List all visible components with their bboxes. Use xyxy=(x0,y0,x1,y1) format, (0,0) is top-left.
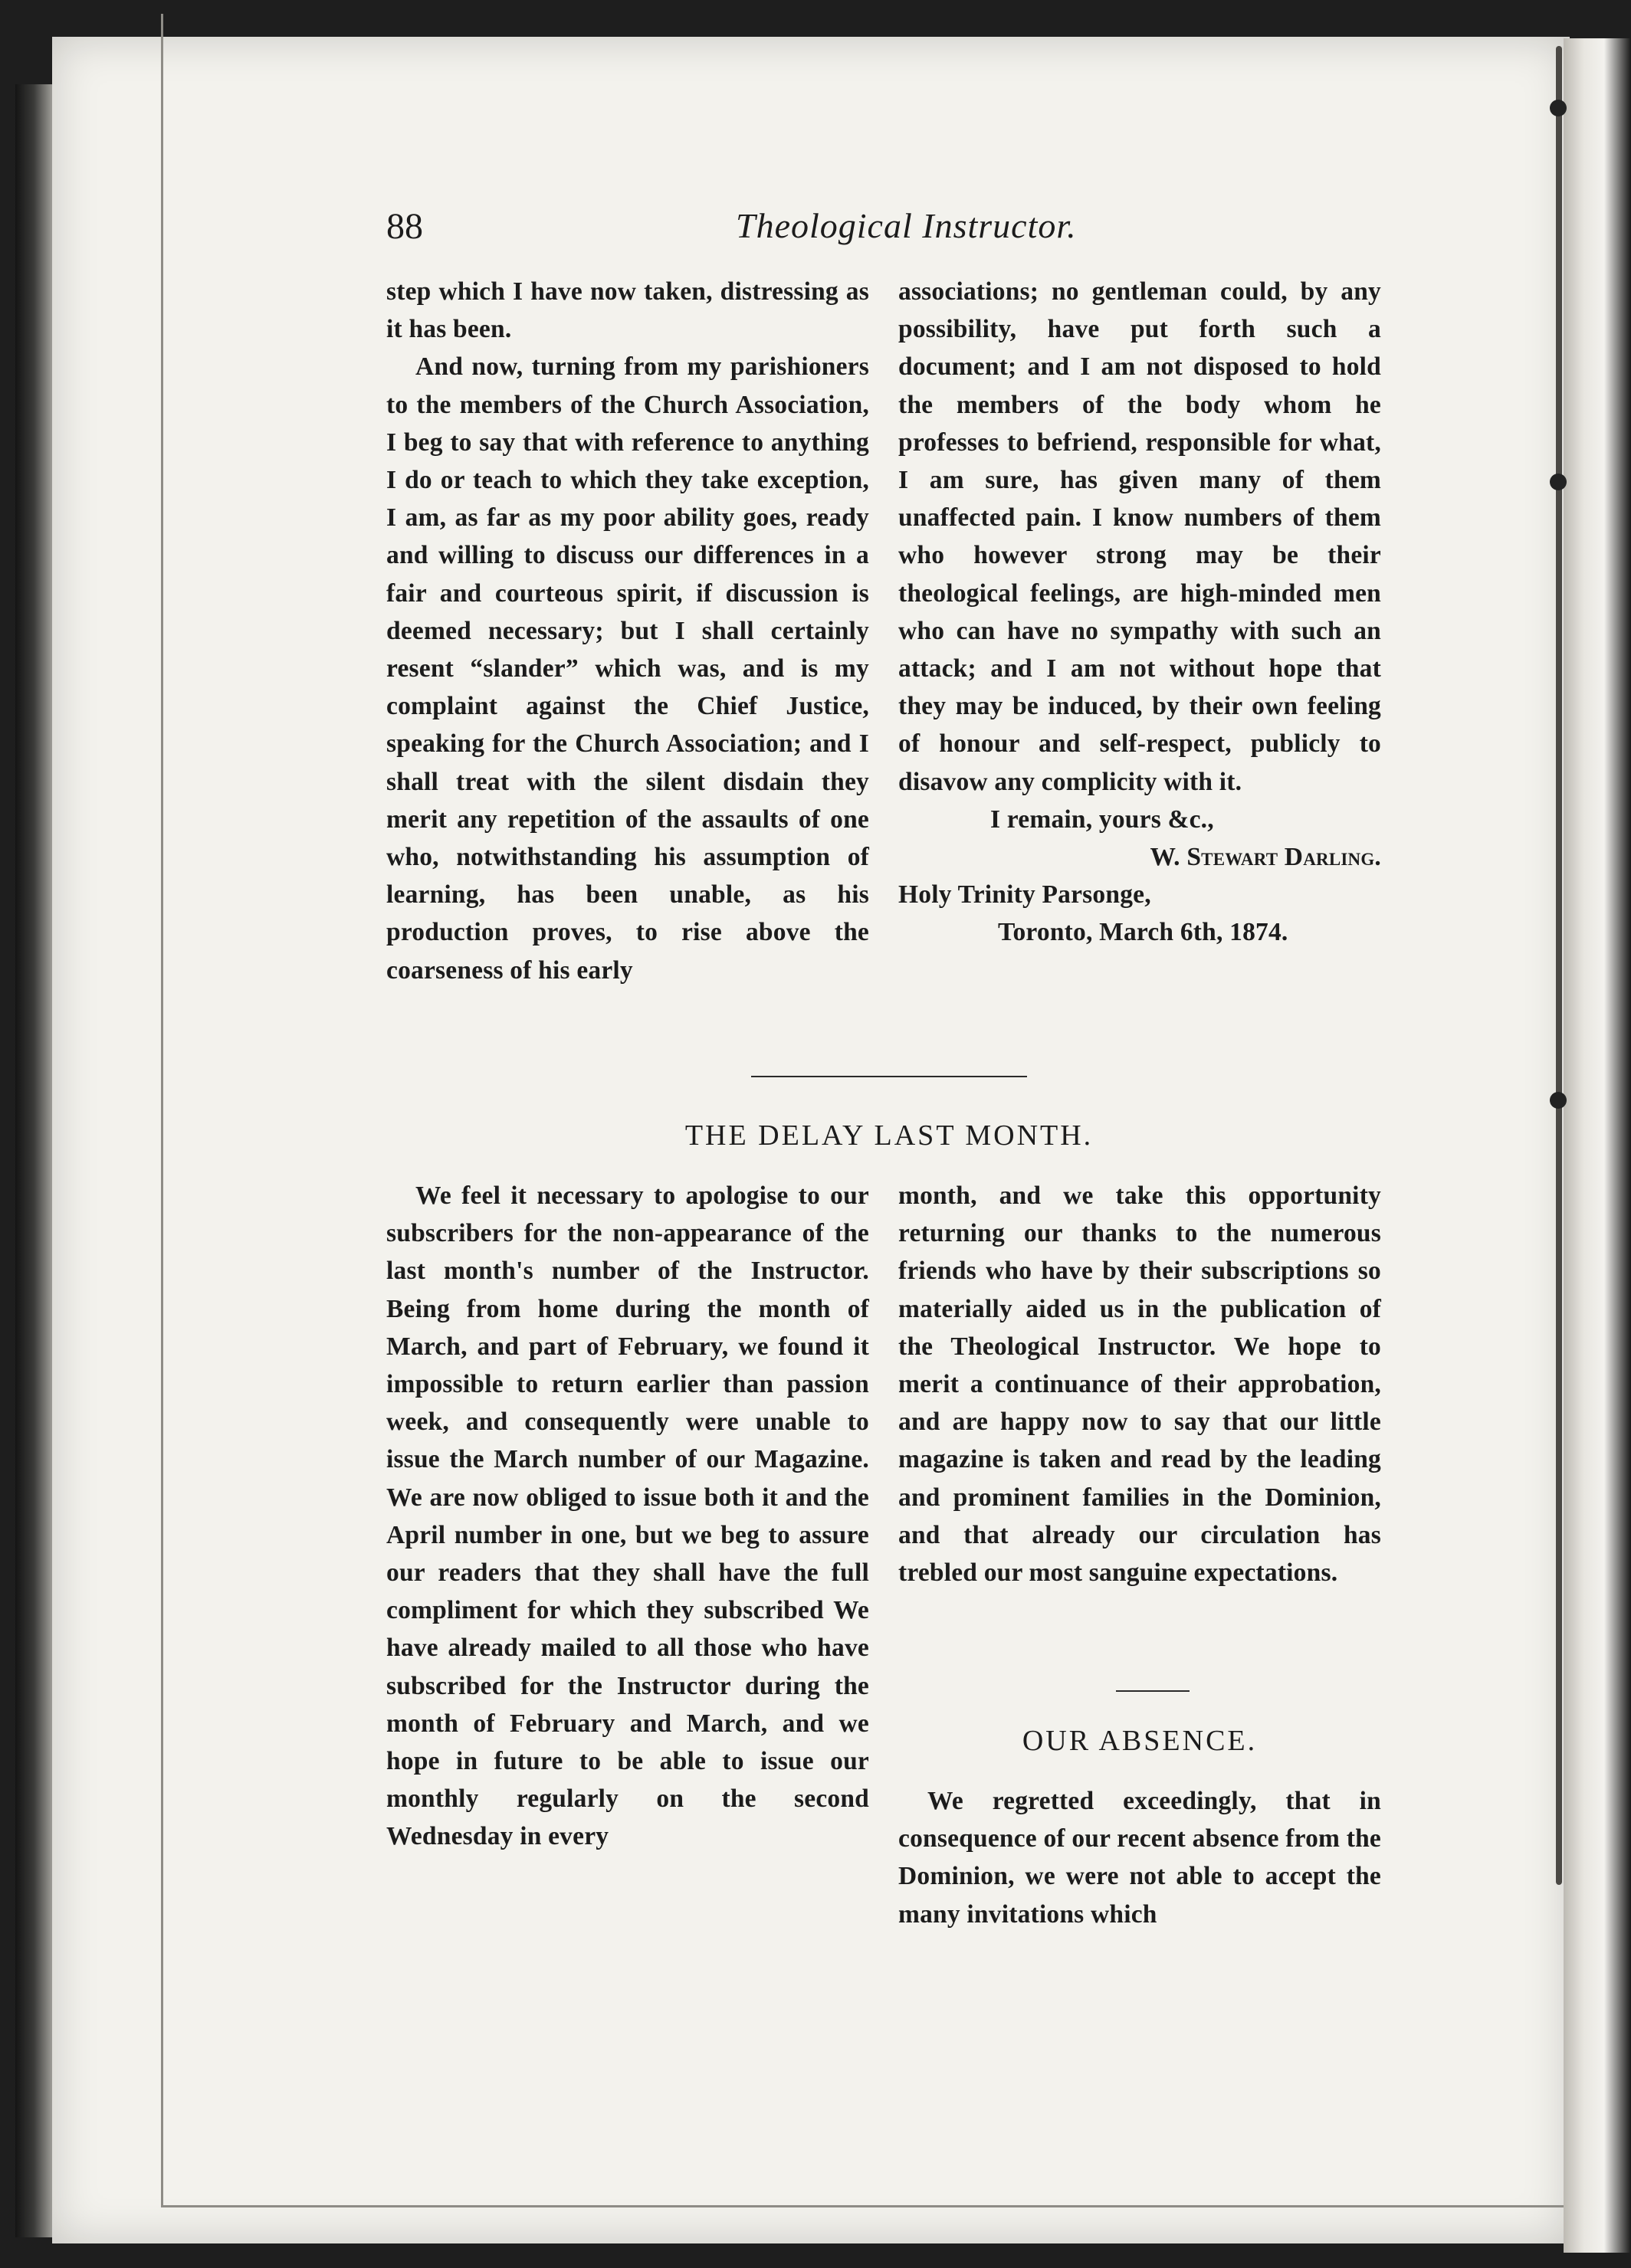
letter-closing: I remain, yours &c., xyxy=(990,805,1214,834)
running-head: Theological Instructor. xyxy=(736,206,1077,245)
delay-left-column xyxy=(386,1177,869,1856)
letter-address-line: Toronto, March 6th, 1874. xyxy=(998,918,1288,947)
letter-address-line: Holy Trinity Parsonge, xyxy=(898,880,1151,909)
absence-paragraph: We regretted exceedingly, that in consequence of our recent absence from the Dominion, we were not able to accept the many invitations which xyxy=(898,1787,1381,1929)
letter-right-column xyxy=(898,273,1381,952)
delay-paragraph: We feel it necessary to apologise to our subscribers for the non-appearance of the last month's number of the Instructor. Being from home during the month of March, and part of February, we found it impossible to return earlier than passion week, and consequently were unable to issue the March number of our Magazine. We are now obliged to issue both it and the April number in one, but we beg to assure our readers that they shall have the full compliment for which they subscribed We have already mailed to all those who have subscribed for the Instructor during the month of February and March, and we hope in future to be able to issue our monthly regularly on the second Wednesday in every xyxy=(386,1182,869,1851)
letter-signature: W. Stewart Darling. xyxy=(1150,843,1381,872)
absence-heading: OUR ABSENCE. xyxy=(1022,1725,1258,1757)
section-divider xyxy=(1116,1690,1190,1692)
delay-paragraph: month, and we take this opportunity returning our thanks to the numerous friends who have by their subscriptions so materially aided us in the publication of the Theological Instructor. We hope to merit a continuance of their approbation, and are happy now to say that our little magazine is taken and read by the leading and prominent families in the Dominion, and that already our circulation has trebled our most sanguine expectations. xyxy=(898,1182,1381,1588)
letter-left-column xyxy=(386,273,869,989)
letter-paragraph: step which I have now taken, distressing as it has been. xyxy=(386,277,869,344)
section-divider xyxy=(751,1076,1027,1077)
absence-right-column xyxy=(898,1782,1381,1933)
delay-right-column xyxy=(898,1177,1381,1591)
letter-paragraph: And now, turning from my parishioners to the members of the Church Association, I beg to say that with reference to anything I do or teach to which they take exception, I am, as far as my poor ability goes, ready and willing to discuss our differences in a fair and courteous spirit, if discussion is deemed necessary; but I shall certainly resent “slander” which was, and is my complaint against the Chief Justice, speaking for the Church Association; and I shall treat with the silent disdain they merit any repetition of the assaults of one who, notwithstanding his assumption of learning, has been unable, as his production proves, to rise above the coarseness of his early xyxy=(386,352,869,985)
delay-heading: THE DELAY LAST MONTH. xyxy=(684,1119,1094,1152)
letter-paragraph: associations; no gentleman could, by any possibility, have put forth such a document; and I am not disposed to hold the members of the body whom he professes to befriend, responsible for what, I am sure, has given many of them unaffected pain. I know numbers of them who however strong may be their theological feelings, are high-minded men who can have no sympathy with such an attack; and I am not without hope that they may be induced, by their own feeling of honour and self-respect, publicly to disavow any complicity with it. xyxy=(898,277,1381,796)
page-number: 88 xyxy=(386,206,423,247)
